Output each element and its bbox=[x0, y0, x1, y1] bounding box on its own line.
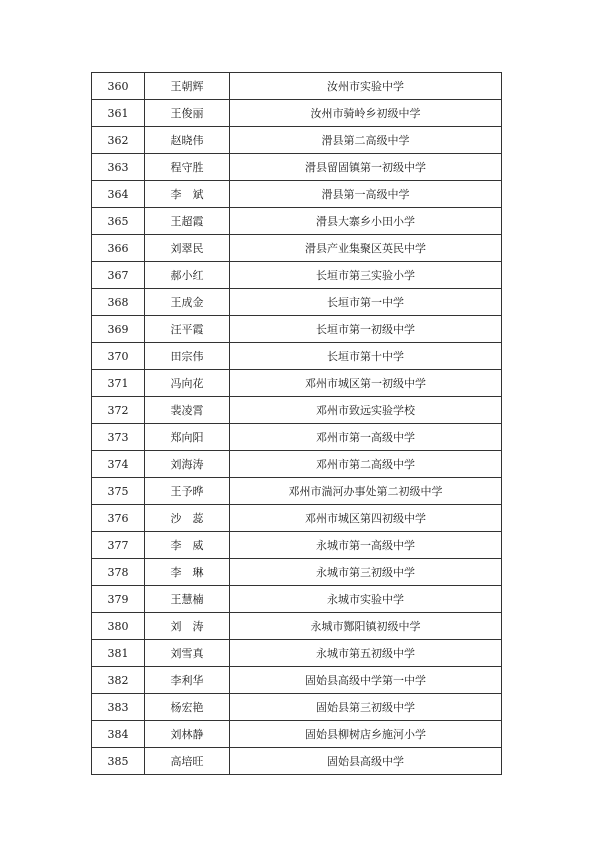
table-row bbox=[92, 127, 502, 154]
school-name: 永城市第三初级中学 bbox=[230, 559, 502, 586]
teacher-name: 刘 涛 bbox=[145, 613, 230, 640]
teacher-name: 王予晔 bbox=[145, 478, 230, 505]
school-name: 长垣市第一中学 bbox=[230, 289, 502, 316]
table-row bbox=[92, 532, 502, 559]
school-name: 邓州市城区第一初级中学 bbox=[230, 370, 502, 397]
school-name: 汝州市骑岭乡初级中学 bbox=[230, 100, 502, 127]
teacher-name: 沙 蕊 bbox=[145, 505, 230, 532]
school-name: 永城市实验中学 bbox=[230, 586, 502, 613]
teacher-name: 高培旺 bbox=[145, 748, 230, 775]
table-row bbox=[92, 181, 502, 208]
row-number: 383 bbox=[92, 694, 145, 721]
row-number: 364 bbox=[92, 181, 145, 208]
table-row bbox=[92, 640, 502, 667]
row-number: 381 bbox=[92, 640, 145, 667]
table-row bbox=[92, 343, 502, 370]
teacher-name: 汪平霞 bbox=[145, 316, 230, 343]
table-row bbox=[92, 370, 502, 397]
row-number: 380 bbox=[92, 613, 145, 640]
school-name: 固始县高级中学第一中学 bbox=[230, 667, 502, 694]
teacher-name: 裴凌霄 bbox=[145, 397, 230, 424]
school-name: 固始县柳树店乡施河小学 bbox=[230, 721, 502, 748]
school-name: 永城市第一高级中学 bbox=[230, 532, 502, 559]
teacher-name: 王慧楠 bbox=[145, 586, 230, 613]
row-number: 370 bbox=[92, 343, 145, 370]
row-number: 366 bbox=[92, 235, 145, 262]
table-row bbox=[92, 748, 502, 775]
school-name: 滑县留固镇第一初级中学 bbox=[230, 154, 502, 181]
teacher-name: 郑向阳 bbox=[145, 424, 230, 451]
teacher-name: 王超霞 bbox=[145, 208, 230, 235]
school-name: 邓州市第一高级中学 bbox=[230, 424, 502, 451]
teacher-name: 王朝辉 bbox=[145, 73, 230, 100]
school-name: 邓州市湍河办事处第二初级中学 bbox=[230, 478, 502, 505]
teacher-name: 刘海涛 bbox=[145, 451, 230, 478]
teacher-name: 杨宏艳 bbox=[145, 694, 230, 721]
school-name: 汝州市实验中学 bbox=[230, 73, 502, 100]
row-number: 362 bbox=[92, 127, 145, 154]
roster-table bbox=[91, 72, 502, 775]
school-name: 永城市酂阳镇初级中学 bbox=[230, 613, 502, 640]
teacher-name: 李 威 bbox=[145, 532, 230, 559]
roster-body bbox=[92, 73, 502, 775]
school-name: 滑县大寨乡小田小学 bbox=[230, 208, 502, 235]
table-row bbox=[92, 667, 502, 694]
row-number: 374 bbox=[92, 451, 145, 478]
row-number: 372 bbox=[92, 397, 145, 424]
row-number: 371 bbox=[92, 370, 145, 397]
table-row bbox=[92, 235, 502, 262]
row-number: 363 bbox=[92, 154, 145, 181]
teacher-name: 刘林静 bbox=[145, 721, 230, 748]
table-row bbox=[92, 478, 502, 505]
row-number: 385 bbox=[92, 748, 145, 775]
row-number: 361 bbox=[92, 100, 145, 127]
teacher-name: 王俊丽 bbox=[145, 100, 230, 127]
row-number: 373 bbox=[92, 424, 145, 451]
school-name: 邓州市致远实验学校 bbox=[230, 397, 502, 424]
table-row bbox=[92, 100, 502, 127]
teacher-name: 郝小红 bbox=[145, 262, 230, 289]
school-name: 长垣市第十中学 bbox=[230, 343, 502, 370]
table-row bbox=[92, 721, 502, 748]
row-number: 365 bbox=[92, 208, 145, 235]
row-number: 368 bbox=[92, 289, 145, 316]
table-row bbox=[92, 451, 502, 478]
table-row bbox=[92, 586, 502, 613]
teacher-name: 李利华 bbox=[145, 667, 230, 694]
school-name: 滑县第二高级中学 bbox=[230, 127, 502, 154]
table-row bbox=[92, 316, 502, 343]
row-number: 377 bbox=[92, 532, 145, 559]
teacher-name: 李 斌 bbox=[145, 181, 230, 208]
row-number: 369 bbox=[92, 316, 145, 343]
row-number: 367 bbox=[92, 262, 145, 289]
teacher-name: 冯向花 bbox=[145, 370, 230, 397]
table-row bbox=[92, 397, 502, 424]
table-row bbox=[92, 208, 502, 235]
school-name: 滑县第一高级中学 bbox=[230, 181, 502, 208]
row-number: 379 bbox=[92, 586, 145, 613]
school-name: 滑县产业集聚区英民中学 bbox=[230, 235, 502, 262]
school-name: 固始县第三初级中学 bbox=[230, 694, 502, 721]
teacher-name: 田宗伟 bbox=[145, 343, 230, 370]
table-row bbox=[92, 262, 502, 289]
row-number: 360 bbox=[92, 73, 145, 100]
school-name: 固始县高级中学 bbox=[230, 748, 502, 775]
table-row bbox=[92, 559, 502, 586]
row-number: 376 bbox=[92, 505, 145, 532]
school-name: 永城市第五初级中学 bbox=[230, 640, 502, 667]
row-number: 375 bbox=[92, 478, 145, 505]
teacher-name: 刘雪真 bbox=[145, 640, 230, 667]
table-row bbox=[92, 613, 502, 640]
table-row bbox=[92, 694, 502, 721]
teacher-name: 王成金 bbox=[145, 289, 230, 316]
school-name: 长垣市第三实验小学 bbox=[230, 262, 502, 289]
school-name: 长垣市第一初级中学 bbox=[230, 316, 502, 343]
table-row bbox=[92, 73, 502, 100]
table-row bbox=[92, 424, 502, 451]
teacher-name: 程守胜 bbox=[145, 154, 230, 181]
row-number: 378 bbox=[92, 559, 145, 586]
teacher-name: 赵晓伟 bbox=[145, 127, 230, 154]
table-row bbox=[92, 289, 502, 316]
teacher-name: 刘翠民 bbox=[145, 235, 230, 262]
school-name: 邓州市第二高级中学 bbox=[230, 451, 502, 478]
school-name: 邓州市城区第四初级中学 bbox=[230, 505, 502, 532]
table-row bbox=[92, 154, 502, 181]
teacher-name: 李 琳 bbox=[145, 559, 230, 586]
table-row bbox=[92, 505, 502, 532]
row-number: 384 bbox=[92, 721, 145, 748]
row-number: 382 bbox=[92, 667, 145, 694]
